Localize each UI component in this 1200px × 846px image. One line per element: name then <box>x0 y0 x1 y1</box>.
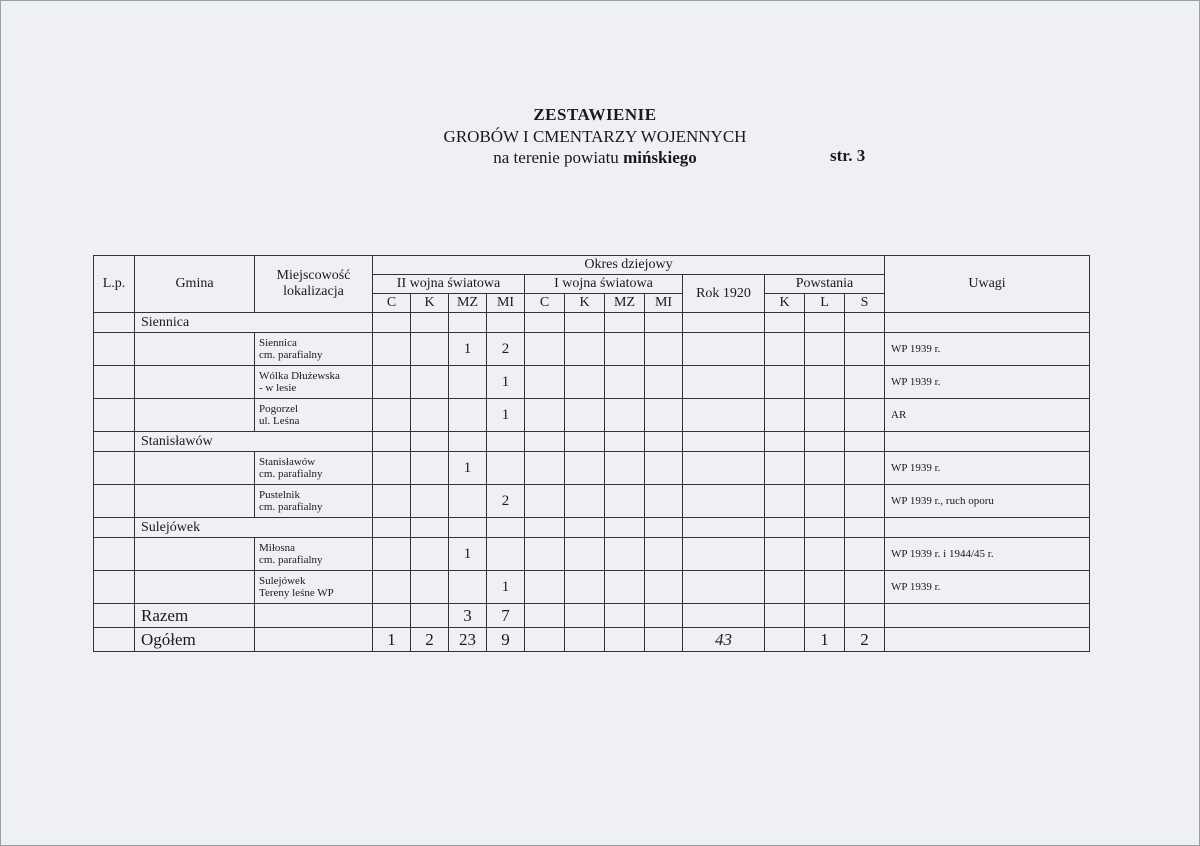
document-header <box>300 104 890 168</box>
pow-s-header: S <box>845 294 885 313</box>
uwagi-cell: WP 1939 r., ruch oporu <box>885 485 1090 518</box>
location-name: Siennica <box>259 337 297 349</box>
ww2-mz-value: 1 <box>449 333 487 366</box>
table-row <box>94 571 1090 604</box>
location-cell <box>255 333 373 366</box>
document-subtitle: GROBÓW I CMENTARZY WOJENNYCH <box>443 127 747 146</box>
location-name: Wólka Dłużewska <box>259 370 340 382</box>
document-region-line <box>300 147 890 168</box>
ww2-k-value <box>411 399 449 432</box>
col-okres-header: Okres dziejowy <box>373 256 885 275</box>
col-lp-header: L.p. <box>94 256 135 313</box>
ww2-mi-value <box>487 538 525 571</box>
table-row <box>94 366 1090 399</box>
ogolem-ww2-k: 2 <box>411 628 449 652</box>
location-cell <box>255 452 373 485</box>
section-row <box>94 518 1090 538</box>
col-miejscowosc-header <box>255 256 373 313</box>
ww2-k-value <box>411 452 449 485</box>
col-rok1920-header: Rok 1920 <box>683 275 765 313</box>
col-gmina-header: Gmina <box>135 256 255 313</box>
ogolem-label: Ogółem <box>135 628 255 652</box>
ww2-mi-value: 1 <box>487 571 525 604</box>
pow-k-header: K <box>765 294 805 313</box>
ww2-mi-value: 2 <box>487 333 525 366</box>
ogolem-pow-l: 1 <box>805 628 845 652</box>
razem-label: Razem <box>135 604 255 628</box>
col-powstania-header: Powstania <box>765 275 885 294</box>
document-title: ZESTAWIENIE <box>533 105 657 124</box>
section-row <box>94 313 1090 333</box>
ogolem-ww2-mi: 9 <box>487 628 525 652</box>
location-detail: cm. parafialny <box>259 468 323 480</box>
uwagi-cell: WP 1939 r. <box>885 571 1090 604</box>
ww2-k-value <box>411 538 449 571</box>
ogolem-row <box>94 628 1090 652</box>
ww2-k-value <box>411 485 449 518</box>
ogolem-pow-k <box>765 628 805 652</box>
ogolem-rok1920-handwritten: 43 <box>683 628 765 652</box>
col-ww1-header: I wojna światowa <box>525 275 683 294</box>
ww1-c-header: C <box>525 294 565 313</box>
table-row <box>94 452 1090 485</box>
location-name: Sulejówek <box>259 575 306 587</box>
ww2-mi-value: 2 <box>487 485 525 518</box>
razem-ww2-k <box>411 604 449 628</box>
section-row <box>94 432 1090 452</box>
ww2-mz-value <box>449 399 487 432</box>
location-detail: cm. parafialny <box>259 501 323 513</box>
ww2-mz-header: MZ <box>449 294 487 313</box>
location-cell <box>255 538 373 571</box>
ww2-c-value <box>373 333 411 366</box>
ww2-mz-value <box>449 485 487 518</box>
ww2-c-value <box>373 366 411 399</box>
table-row <box>94 538 1090 571</box>
ww2-mz-value: 1 <box>449 452 487 485</box>
ww2-mi-value: 1 <box>487 399 525 432</box>
ww2-mi-header: MI <box>487 294 525 313</box>
razem-ww2-c <box>373 604 411 628</box>
table-row <box>94 399 1090 432</box>
ww2-k-value <box>411 571 449 604</box>
ww2-c-value <box>373 452 411 485</box>
graves-table <box>93 255 1090 652</box>
uwagi-cell: AR <box>885 399 1090 432</box>
ww1-mz-header: MZ <box>605 294 645 313</box>
region-name: mińskiego <box>623 148 697 167</box>
razem-row <box>94 604 1090 628</box>
uwagi-cell: WP 1939 r. i 1944/45 r. <box>885 538 1090 571</box>
ogolem-pow-s: 2 <box>845 628 885 652</box>
razem-ww2-mi: 7 <box>487 604 525 628</box>
ogolem-ww2-c: 1 <box>373 628 411 652</box>
location-cell <box>255 571 373 604</box>
ww2-mi-value: 1 <box>487 366 525 399</box>
location-detail: Tereny leśne WP <box>259 587 334 599</box>
pow-l-header: L <box>805 294 845 313</box>
ww2-mz-value <box>449 571 487 604</box>
table-row <box>94 485 1090 518</box>
uwagi-cell: WP 1939 r. <box>885 452 1090 485</box>
location-cell <box>255 485 373 518</box>
ww1-mi-header: MI <box>645 294 683 313</box>
location-detail: cm. parafialny <box>259 349 323 361</box>
location-detail: ul. Leśna <box>259 415 300 427</box>
ww2-c-value <box>373 399 411 432</box>
razem-ww2-mz: 3 <box>449 604 487 628</box>
gmina-name: Siennica <box>135 313 373 333</box>
location-name: Pogorzel <box>259 403 299 415</box>
location-cell <box>255 399 373 432</box>
region-prefix: na terenie powiatu <box>493 148 624 167</box>
ww2-k-value <box>411 333 449 366</box>
uwagi-cell: WP 1939 r. <box>885 333 1090 366</box>
ww2-mz-value: 1 <box>449 538 487 571</box>
location-name: Stanisławów <box>259 456 316 468</box>
ww2-c-value <box>373 538 411 571</box>
ww2-c-header: C <box>373 294 411 313</box>
gmina-name: Stanisławów <box>135 432 373 452</box>
location-detail: cm. parafialny <box>259 554 323 566</box>
ww2-mi-value <box>487 452 525 485</box>
location-name: Miłosna <box>259 542 296 554</box>
ww2-k-header: K <box>411 294 449 313</box>
col-uwagi-header: Uwagi <box>885 256 1090 313</box>
location-detail: - w lesie <box>259 382 297 394</box>
ww2-c-value <box>373 571 411 604</box>
uwagi-cell: WP 1939 r. <box>885 366 1090 399</box>
table-row <box>94 333 1090 366</box>
col-ww2-header: II wojna światowa <box>373 275 525 294</box>
ww1-k-header: K <box>565 294 605 313</box>
lokalizacja-label: lokalizacja <box>283 284 344 299</box>
location-cell <box>255 366 373 399</box>
ww2-mz-value <box>449 366 487 399</box>
page-number: str. 3 <box>830 146 866 165</box>
ogolem-ww2-mz: 23 <box>449 628 487 652</box>
ww2-c-value <box>373 485 411 518</box>
miejscowosc-label: Miejscowość <box>276 268 351 283</box>
location-name: Pustelnik <box>259 489 300 501</box>
ww2-k-value <box>411 366 449 399</box>
gmina-name: Sulejówek <box>135 518 373 538</box>
